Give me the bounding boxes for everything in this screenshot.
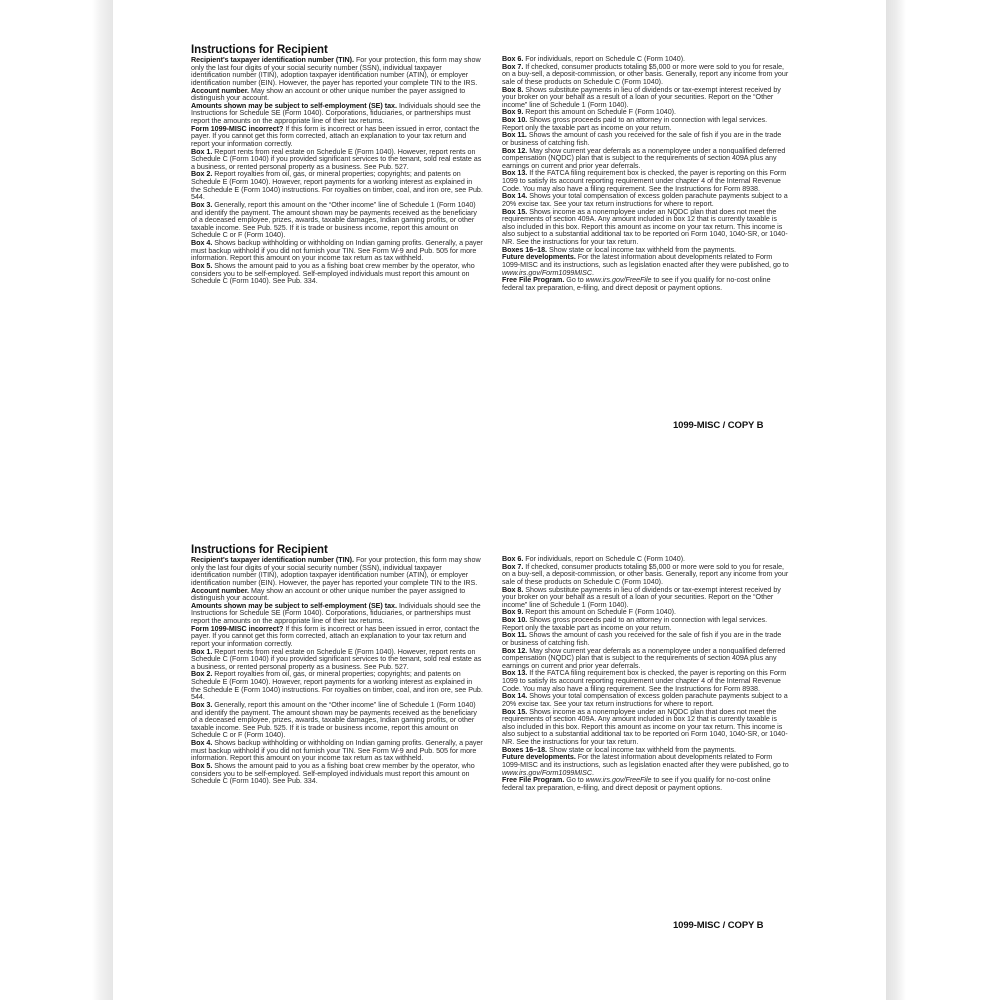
para-box-15: Box 15. Shows income as a nonemployee under an NQDC plan that does not meet the requirements of section 409A. Any amount included in box 12 that is currently taxable is also included in this box. Report this amount as income on your tax return. This income is also subject to a substantial additional tax to be reported on Form 1040, 1040-SR, or 1040-NR. See the instructions for your tax return. — [502, 707, 788, 746]
right-column — [502, 56, 789, 292]
para-box-15: Box 15. Shows income as a nonemployee under an NQDC plan that does not meet the requirements of section 409A. Any amount included in box 12 that is currently taxable is also included in this box. Report this amount as income on your tax return. This income is also subject to a substantial additional tax to be reported on Form 1040, 1040-SR, or 1040-NR. See the instructions for your tax return. — [502, 207, 788, 246]
para-box-6: Box 6. For individuals, report on Schedule C (Form 1040). — [502, 555, 686, 563]
left-column — [191, 44, 483, 286]
para-box-11: Box 11. Shows the amount of cash you received for the sale of fish if you are in the trade or business of catching fish. — [502, 131, 782, 147]
para-box-14: Box 14. Shows your total compensation of excess golden parachute payments subject to a 20% excise tax. See your tax return instructions for where to report. — [502, 692, 788, 708]
para-boxes-16-18: Boxes 16–18. Show state or local income tax withheld from the payments. — [502, 745, 736, 754]
copy-b-bottom — [113, 500, 886, 1000]
para-box-13: Box 13. If the FATCA filing requirement box is checked, the payer is reporting on this Form 1099 to satisfy its account reporting requirement under chapter 4 of the Internal Revenue Code. You may also have a filing requirement. See the Instructions for Form 8938. — [502, 169, 787, 193]
para-box-2: Box 2. Report royalties from oil, gas, or mineral properties; copyrights; and patents on Schedule E (Form 1040). However, report payments for a working interest as explained in the Schedule E (Form 1040) instructions. For royalties on timber, coal, and iron ore, see Pub. 544. — [191, 170, 483, 202]
para-form-incorrect: Form 1099-MISC incorrect? If this form is incorrect or has been issued in error, contact the payer. If you cannot get this form corrected, attach an explanation to your tax return and report your information correctly. — [191, 624, 480, 648]
para-box-9: Box 9. Report this amount on Schedule F (Form 1040). — [502, 108, 676, 117]
para-box-12: Box 12. May show current year deferrals as a nonemployee under a nonqualified deferred compensation (NQDC) plan that is subject to the requirements of section 409A plus any earnings on current and prior year deferrals. — [502, 646, 786, 670]
irs-freefile-link[interactable]: www.irs.gov/FreeFile — [585, 276, 652, 285]
para-box-9: Box 9. Report this amount on Schedule F (Form 1040). — [502, 608, 676, 617]
para-box-1: Box 1. Report rents from real estate on Schedule E (Form 1040). However, report rents on Schedule C (Form 1040) if you provided significant services to the tenant, sold real estate as a business, or rented personal property as a business. See Pub. 527. — [191, 147, 482, 171]
para-tin: Recipient's taxpayer identification number (TIN). For your protection, this form may show only the last four digits of your social security number (SSN), individual taxpayer identification number (ITIN), adoption taxpayer identification number (ATIN), or employer identification number (EIN). However, the payer has reported your complete TIN to the IRS. — [191, 56, 481, 87]
para-future-developments: Future developments. For the latest information about developments related to Form 1099-MISC and its instructions, such as legislation enacted after they were published, go to www.irs.gov/Form1099MISC. — [502, 253, 789, 277]
para-box-8: Box 8. Shows substitute payments in lieu of dividends or tax-exempt interest received by your broker on your behalf as a result of a loan of your securities. Report on the “Other income” line of Schedule 1 (Form 1040). — [502, 85, 781, 109]
para-box-8: Box 8. Shows substitute payments in lieu of dividends or tax-exempt interest received by your broker on your behalf as a result of a loan of your securities. Report on the “Other income” line of Schedule 1 (Form 1040). — [502, 585, 781, 609]
para-free-file: Free File Program. Go to www.irs.gov/FreeFile to see if you qualify for no-cost online federal tax preparation, e-filing, and direct deposit or payment options. — [502, 776, 771, 792]
copy-label: 1099-MISC / COPY B — [673, 420, 764, 431]
form-page — [113, 0, 886, 1000]
para-box-3: Box 3. Generally, report this amount on the “Other income” line of Schedule 1 (Form 1040) and identify the payment. The amount shown may be payments received as the beneficiary of a deceased employee, prizes, awards, taxable damages, Indian gaming profits, or other taxable income. See Pub. 525. If it is trade or business income, report this amount on Schedule C or F (Form 1040). — [191, 200, 477, 240]
irs-form1099misc-link[interactable]: www.irs.gov/Form1099MISC — [502, 268, 592, 277]
page-shadow-right — [886, 0, 906, 1000]
para-box-14: Box 14. Shows your total compensation of excess golden parachute payments subject to a 20% excise tax. See your tax return instructions for where to report. — [502, 192, 788, 208]
section-title: Instructions for Recipient — [191, 544, 328, 556]
para-box-2: Box 2. Report royalties from oil, gas, or mineral properties; copyrights; and patents on Schedule E (Form 1040). However, report payments for a working interest as explained in the Schedule E (Form 1040) instructions. For royalties on timber, coal, and iron ore, see Pub. 544. — [191, 670, 483, 702]
para-box-1: Box 1. Report rents from real estate on Schedule E (Form 1040). However, report rents on Schedule C (Form 1040) if you provided significant services to the tenant, sold real estate as a business, or rented personal property as a business. See Pub. 527. — [191, 647, 482, 671]
para-box-11: Box 11. Shows the amount of cash you received for the sale of fish if you are in the trade or business of catching fish. — [502, 631, 782, 647]
para-box-3: Box 3. Generally, report this amount on the “Other income” line of Schedule 1 (Form 1040) and identify the payment. The amount shown may be payments received as the beneficiary of a deceased employee, prizes, awards, taxable damages, Indian gaming profits, or other taxable income. See Pub. 525. If it is trade or business income, report this amount on Schedule C or F (Form 1040). — [191, 700, 477, 740]
para-account-number: Account number. May show an account or other unique number the payer assigned to distinguish your account. — [191, 86, 466, 103]
para-tin: Recipient's taxpayer identification number (TIN). For your protection, this form may show only the last four digits of your social security number (SSN), individual taxpayer identification number (ITIN), adoption taxpayer identification number (ATIN), or employer identification number (EIN). However, the payer has reported your complete TIN to the IRS. — [191, 556, 481, 587]
para-box-4: Box 4. Shows backup withholding or withholding on Indian gaming profits. Generally, a payer must backup withhold if you did not furnish your TIN. See Form W-9 and Pub. 505 for more information. Report this amount on your income tax return as tax withheld. — [191, 739, 483, 763]
irs-form1099misc-link[interactable]: www.irs.gov/Form1099MISC — [502, 768, 592, 777]
copy-label: 1099-MISC / COPY B — [673, 920, 764, 931]
right-column — [502, 556, 789, 792]
para-form-incorrect: Form 1099-MISC incorrect? If this form is incorrect or has been issued in error, contact the payer. If you cannot get this form corrected, attach an explanation to your tax return and report your information correctly. — [191, 124, 480, 148]
left-column — [191, 544, 483, 786]
para-free-file: Free File Program. Go to www.irs.gov/FreeFile to see if you qualify for no-cost online federal tax preparation, e-filing, and direct deposit or payment options. — [502, 276, 771, 292]
para-se-tax: Amounts shown may be subject to self-employment (SE) tax. Individuals should see the Instructions for Schedule SE (Form 1040). Corporations, fiduciaries, or partnerships must report the amounts on the appropriate line of their tax returns. — [191, 601, 481, 625]
para-box-5: Box 5. Shows the amount paid to you as a fishing boat crew member by the operator, who considers you to be self-employed. Self-employed individuals must report this amount on Schedule C (Form 1040). See Pub. 334. — [191, 761, 475, 786]
para-box-7: Box 7. If checked, consumer products totaling $5,000 or more were sold to you for resale, on a buy-sell, a deposit-commission, or other basis. Generally, report any income from your sale of these products on Schedule C (Form 1040). — [502, 562, 789, 586]
para-account-number: Account number. May show an account or other unique number the payer assigned to distinguish your account. — [191, 586, 466, 603]
para-box-13: Box 13. If the FATCA filing requirement box is checked, the payer is reporting on this Form 1099 to satisfy its account reporting requirement under chapter 4 of the Internal Revenue Code. You may also have a filing requirement. See the Instructions for Form 8938. — [502, 669, 787, 693]
page-shadow-left — [92, 0, 113, 1000]
para-box-6: Box 6. For individuals, report on Schedule C (Form 1040). — [502, 55, 686, 63]
para-se-tax: Amounts shown may be subject to self-employment (SE) tax. Individuals should see the Instructions for Schedule SE (Form 1040). Corporations, fiduciaries, or partnerships must report the amounts on the appropriate line of their tax returns. — [191, 101, 481, 125]
irs-freefile-link[interactable]: www.irs.gov/FreeFile — [585, 776, 652, 785]
para-box-5: Box 5. Shows the amount paid to you as a fishing boat crew member by the operator, who considers you to be self-employed. Self-employed individuals must report this amount on Schedule C (Form 1040). See Pub. 334. — [191, 261, 475, 286]
para-box-4: Box 4. Shows backup withholding or withholding on Indian gaming profits. Generally, a payer must backup withhold if you did not furnish your TIN. See Form W-9 and Pub. 505 for more information. Report this amount on your income tax return as tax withheld. — [191, 239, 483, 263]
para-box-12: Box 12. May show current year deferrals as a nonemployee under a nonqualified deferred compensation (NQDC) plan that is subject to the requirements of section 409A plus any earnings on current and prior year deferrals. — [502, 146, 786, 170]
copy-b-top — [113, 0, 886, 500]
para-box-10: Box 10. Shows gross proceeds paid to an attorney in connection with legal services. Report only the taxable part as income on your return. — [502, 116, 768, 132]
para-box-10: Box 10. Shows gross proceeds paid to an attorney in connection with legal services. Report only the taxable part as income on your return. — [502, 616, 768, 632]
para-boxes-16-18: Boxes 16–18. Show state or local income tax withheld from the payments. — [502, 245, 736, 254]
para-box-7: Box 7. If checked, consumer products totaling $5,000 or more were sold to you for resale, on a buy-sell, a deposit-commission, or other basis. Generally, report any income from your sale of these products on Schedule C (Form 1040). — [502, 62, 789, 86]
section-title: Instructions for Recipient — [191, 44, 328, 56]
para-future-developments: Future developments. For the latest information about developments related to Form 1099-MISC and its instructions, such as legislation enacted after they were published, go to www.irs.gov/Form1099MISC. — [502, 753, 789, 777]
